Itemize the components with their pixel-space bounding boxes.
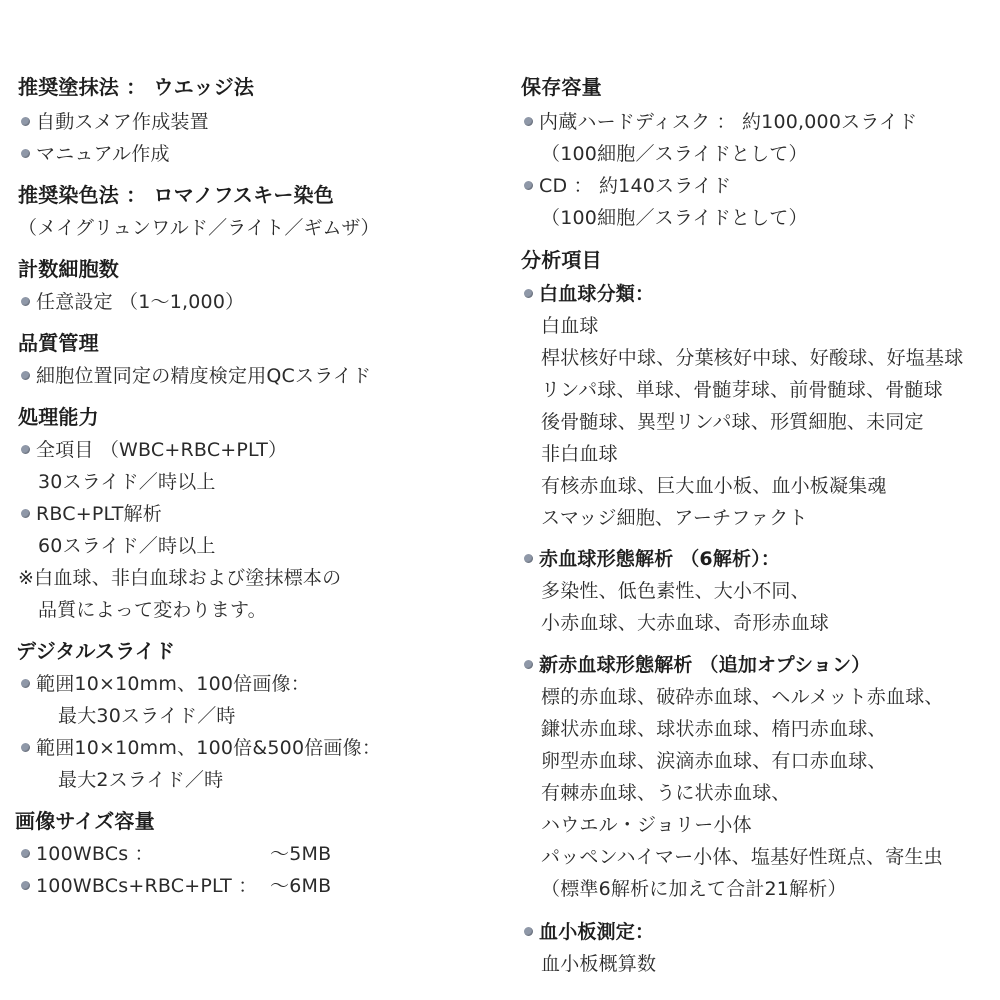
bullet-icon (524, 660, 533, 669)
bullet-icon (21, 297, 30, 306)
storage-item-cd: CD ： 約140スライド (521, 174, 731, 198)
new-rbc-morphology-label: 新赤血球形態解析 （追加オプション） (521, 653, 871, 677)
new-rbc-line: 有棘赤血球、うに状赤血球、 (541, 782, 791, 804)
throughput-heading: 処理能力 (18, 405, 99, 429)
rbc-line: 小赤血球、大赤血球、奇形赤血球 (541, 612, 830, 634)
stain-method-sub: （メイグリュンワルド／ライト／ギムザ） (18, 217, 380, 239)
new-rbc-line: ハウエル・ジョリー小体 (541, 814, 752, 836)
cell-count-heading: 計数細胞数 (18, 257, 119, 281)
storage-item-cd-note: （100細胞／スライドとして） (541, 207, 808, 229)
storage-item-hdd: 内蔵ハードディスク ： 約100,000スライド (521, 110, 917, 134)
throughput-item-rbc-plt: RBC+PLT解析 (18, 502, 162, 526)
wbc-line: 後骨髄球、異型リンパ球、形質細胞、未同定 (541, 411, 924, 433)
cell-count-item: 任意設定 （1～1,000） (18, 290, 244, 314)
quality-control-item: 細胞位置同定の精度検定用QCスライド (18, 364, 371, 388)
throughput-note-line1: ※白血球、非白血球および塗抹標本の (18, 567, 342, 589)
bullet-icon (524, 289, 533, 298)
bullet-icon (21, 445, 30, 454)
throughput-item-all-rate: 30スライド／時以上 (38, 471, 216, 493)
smear-method-item-manual: マニュアル作成 (18, 142, 170, 166)
platelet-line: 血小板概算数 (541, 953, 657, 975)
digital-slide-item-100x: 範囲10×10mm、100倍画像： (18, 672, 310, 696)
throughput-note-line2: 品質によって変わります。 (38, 599, 267, 621)
rbc-morphology-label: 赤血球形態解析 （6解析）： (521, 547, 780, 571)
image-size-row-wbc: 100WBCs ： (18, 842, 154, 866)
bullet-icon (21, 679, 30, 688)
smear-method-heading: 推奨塗抹法 ： ウエッジ法 (18, 75, 255, 99)
bullet-icon (21, 149, 30, 158)
bullet-icon (524, 927, 533, 936)
quality-control-heading: 品質管理 (18, 331, 99, 355)
storage-heading: 保存容量 (521, 75, 602, 99)
new-rbc-line: パッペンハイマー小体、塩基好性斑点、寄生虫 (541, 846, 943, 868)
image-size-row-all-value: ～6MB (270, 875, 332, 897)
wbc-line: スマッジ細胞、アーチファクト (541, 507, 808, 529)
image-size-heading: 画像サイズ容量 (15, 809, 155, 833)
bullet-icon (524, 117, 533, 126)
image-size-row-wbc-value: ～5MB (270, 843, 332, 865)
new-rbc-line: 卵型赤血球、涙滴赤血球、有口赤血球、 (541, 750, 887, 772)
platelet-measurement-label: 血小板測定： (521, 920, 654, 944)
wbc-line: 桿状核好中球、分葉核好中球、好酸球、好塩基球 (541, 347, 964, 369)
new-rbc-line: 標的赤血球、破砕赤血球、ヘルメット赤血球、 (541, 686, 944, 708)
storage-item-hdd-note: （100細胞／スライドとして） (541, 143, 808, 165)
wbc-classification-label: 白血球分類： (521, 282, 654, 306)
stain-method-heading: 推奨染色法 ： ロマノフスキー染色 (18, 183, 334, 207)
wbc-line: リンパ球、単球、骨髄芽球、前骨髄球、骨髄球 (541, 379, 943, 401)
bullet-icon (21, 743, 30, 752)
digital-slide-heading: デジタルスライド (16, 639, 176, 663)
digital-slide-item-100x-rate: 最大30スライド／時 (58, 705, 236, 727)
wbc-line: 白血球 (541, 315, 599, 337)
smear-method-item-auto: 自動スメア作成装置 (18, 110, 209, 134)
bullet-icon (21, 881, 30, 890)
bullet-icon (21, 849, 30, 858)
analysis-heading: 分析項目 (521, 248, 602, 272)
bullet-icon (524, 554, 533, 563)
digital-slide-item-500x: 範囲10×10mm、100倍&500倍画像： (18, 736, 381, 760)
wbc-line: 非白血球 (541, 443, 618, 465)
digital-slide-item-500x-rate: 最大2スライド／時 (58, 769, 224, 791)
throughput-item-all: 全項目 （WBC+RBC+PLT） (18, 438, 287, 462)
new-rbc-line: （標準6解析に加えて合計21解析） (541, 878, 847, 900)
wbc-line: 有核赤血球、巨大血小板、血小板凝集魂 (541, 475, 887, 497)
rbc-line: 多染性、低色素性、大小不同、 (541, 580, 810, 602)
image-size-row-all: 100WBCs+RBC+PLT ： (18, 874, 257, 898)
bullet-icon (524, 181, 533, 190)
bullet-icon (21, 509, 30, 518)
throughput-item-rbc-plt-rate: 60スライド／時以上 (38, 535, 216, 557)
bullet-icon (21, 371, 30, 380)
new-rbc-line: 鎌状赤血球、球状赤血球、楕円赤血球、 (541, 718, 887, 740)
bullet-icon (21, 117, 30, 126)
